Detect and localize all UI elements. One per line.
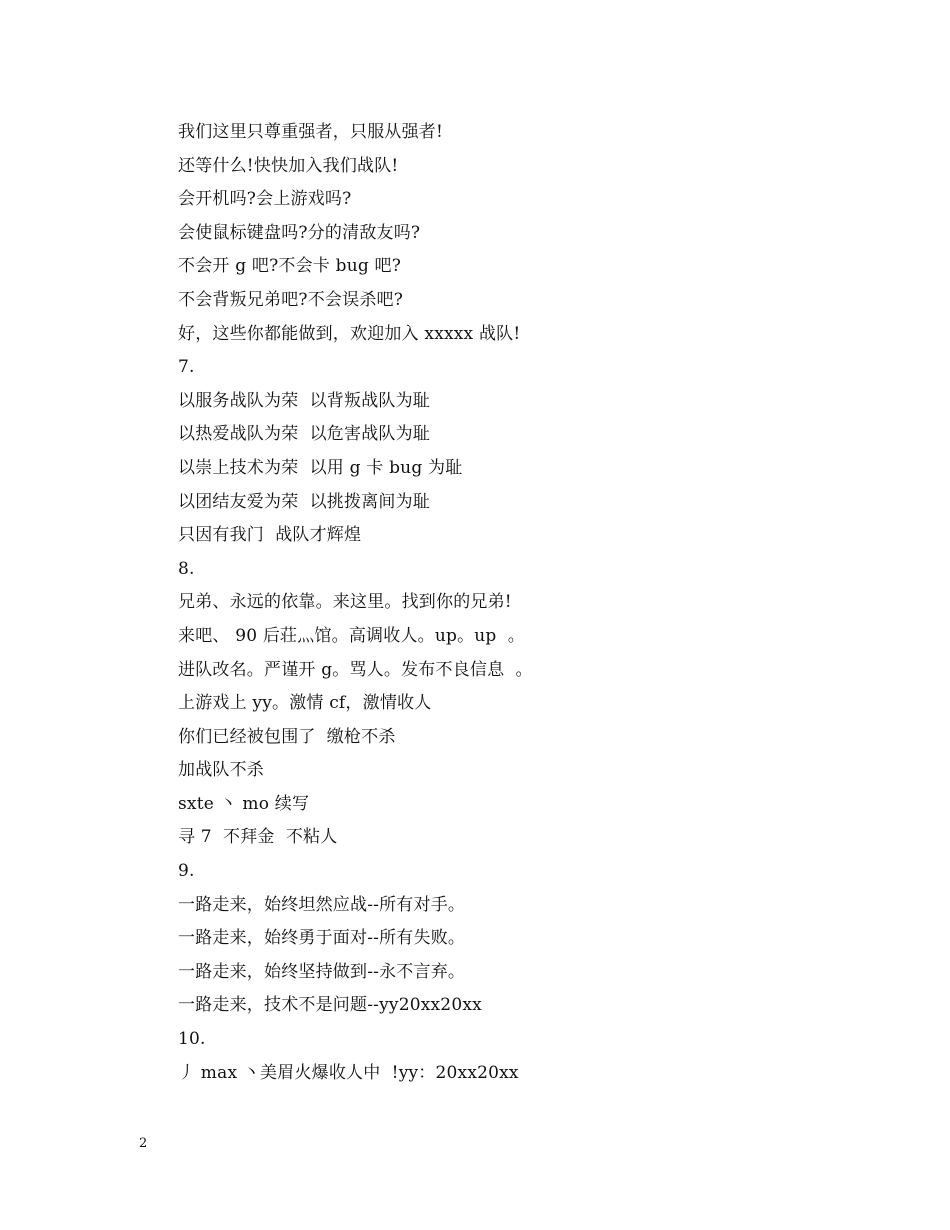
text-line: 以热爱战队为荣 以危害战队为耻 [178, 424, 431, 445]
page-number: 2 [139, 1136, 148, 1151]
text-line: 丿 max 丶美眉火爆收人中 !yy：20xx20xx [178, 1062, 519, 1083]
section-number: 9. [178, 861, 195, 882]
text-line: 只因有我门 战队才辉煌 [178, 525, 362, 546]
text-line: 一路走来，始终坚持做到--永不言弃。 [178, 961, 466, 982]
text-line: 还等什么!快快加入我们战队! [178, 155, 399, 176]
text-line: 来吧、 90 后荘灬馆。高调收人。up。up 。 [178, 625, 525, 646]
text-line: 不会背叛兄弟吧?不会误杀吧? [178, 289, 404, 310]
document-body [178, 116, 878, 1090]
text-line: 以崇上技术为荣 以用 g 卡 bug 为耻 [178, 457, 463, 478]
text-line: 会开机吗?会上游戏吗? [178, 189, 352, 210]
text-line: 一路走来，始终坦然应战--所有对手。 [178, 894, 466, 915]
text-line: 好，这些你都能做到，欢迎加入 xxxxx 战队! [178, 323, 521, 344]
text-line: 你们已经被包围了 缴枪不杀 [178, 726, 396, 747]
text-line: 加战队不杀 [178, 760, 264, 781]
text-line: 一路走来，技术不是问题--yy20xx20xx [178, 995, 482, 1016]
text-line: 一路走来，始终勇于面对--所有失败。 [178, 928, 466, 949]
text-line: 我们这里只尊重强者，只服从强者! [178, 122, 444, 142]
text-line: sxte 丶 mo 续写 [178, 793, 310, 814]
text-line: 兄弟、永远的依靠。来这里。找到你的兄弟! [178, 592, 512, 613]
text-line: 进队改名。严谨开 g。骂人。发布不良信息 。 [178, 659, 533, 680]
text-line: 会使鼠标键盘吗?分的清敌友吗? [178, 222, 421, 243]
section-number: 7. [178, 357, 195, 378]
text-line: 不会开 g 吧?不会卡 bug 吧? [178, 256, 402, 277]
section-number: 8. [178, 558, 195, 579]
text-line: 寻 7 不拜金 不粘人 [178, 827, 338, 848]
text-line: 以团结友爱为荣 以挑拨离间为耻 [178, 491, 431, 512]
text-line: 以服务战队为荣 以背叛战队为耻 [178, 390, 431, 411]
text-line: 上游戏上 yy。激情 cf，激情收人 [178, 693, 432, 714]
section-number: 10. [178, 1029, 206, 1050]
